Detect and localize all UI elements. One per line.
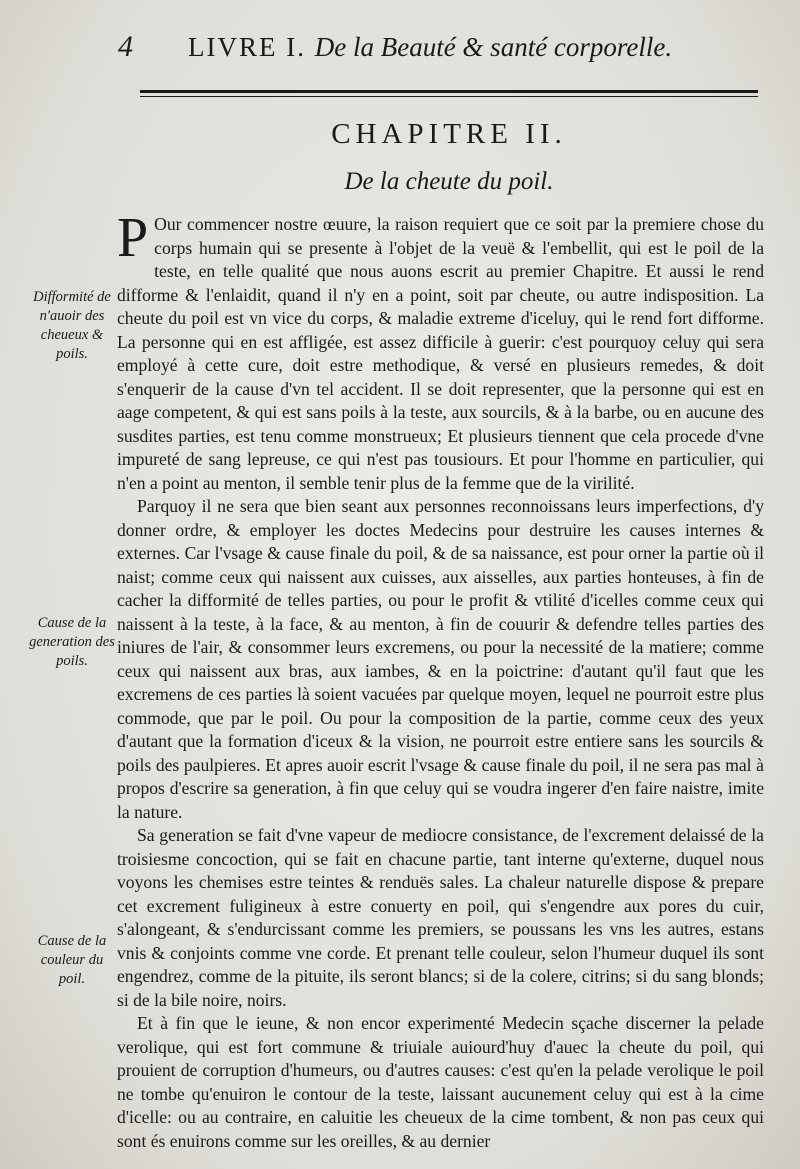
running-title [188,32,672,63]
paragraph-1 [117,207,764,495]
page-number: 4 [118,30,133,63]
margin-note-difformite: Difformité de n'auoir des cheueux & poils. [33,289,111,362]
main-text [117,207,764,1153]
margin-note-generation: Cause de la generation des poils. [29,615,115,669]
paragraph-1-text: Our commencer nostre œuure, la raison requiert que ce soit par la premiere chose du corps humain qui se presente à l'objet de la veuë & l'embellit, qui est le poil de la teste, en telle qualité que nous auons escrit au premier Chapitre. Et aussi le rend difforme & l'enlaidit, quand il n'y en a point, soit par cheute, ou autre indisposition. La cheute du poil est vn vice du corps, & maladie extreme d'iceluy, qui le rend fort difforme. La personne qui en est affligée, est assez difficile à guerir: c'est pourquoy celuy qui sera employé à cette cure, doit estre methodique, & versé en plusieurs remedes, & doit s'enquerir de la cause d'vn tel accident. Il se doit representer, que la personne qui est en aage competent, & qui est sans poils à la teste, aux sourcils, & à la barbe, ou en aucune des susdites parties, est tenu comme monstrueux; Et plusieurs tiennent que cela procede d'vne impureté de sang lepreuse, ce qui n'est pas tousiours. Et pour l'homme en particulier, qui n'en a point au menton, il semble tenir plus de la femme que de la virilité. [117,214,764,493]
paragraph-4: Et à fin que le ieune, & non encor experimenté Medecin sçache discerner la pelade verolique, qui est fort commune & triuiale auiourd'huy d'auec la cheute du poil, qui prouient de corruption d'humeurs, ou d'autres causes: c'est qu'en la pelade verolique le poil ne tombe qu'enuiron le contour de la teste, laissant aucunement celuy qui est à la cime d'icelle: ou au contraire, en caluitie les cheueux de la cime tombent, & non pas ceux qui sont és enuirons comme sur les oreilles, & au dernier [117,1013,764,1151]
margin-note-couleur: Cause de la couleur du poil. [37,933,107,987]
running-header [118,30,745,64]
chapter-title: CHAPITRE II. [331,118,567,150]
running-title-subject: De la Beauté & santé corporelle. [314,32,673,62]
paragraph-2: Parquoy il ne sera que bien seant aux personnes reconnoissans leurs imperfections, d'y donner ordre, & employer les doctes Medecins pour destruire les causes internes & externes. Car l'vsage & cause finale du poil, & de sa naissance, est pour orner la partie où il naist; comme ceux qui naissent aux cuisses, aux aisselles, aux parties honteuses, à fin de cacher la difformité de telles parties, ou pour le profit & vtilité d'icelles comme ceux qui naissent à la teste, à la face, & au menton, à fin de couurir & defendre telles parties des iniures de l'air, & consommer leurs excremens, ou pour la necessité de la matiere; comme ceux qui naissent aux bras, aux iambes, & en la poictrine: d'autant qu'il faut que les excremens de ces parties là soient vacuées par quelque moyen, lequel ne pourroit estre plus commode, que par le poil. Ou pour la composition de la partie, comme ceux des yeux d'autant que la formation d'iceux & la vision, ne pourroit estre entiere sans les sourcils & poils des paulpieres. Et apres auoir escrit l'vsage & cause finale du poil, il ne sera pas mal à propos d'escrire sa generation, à fin que celuy qui se voudra ingerer d'en faire naistre, imite la nature. [117,496,764,822]
paragraph-3: Sa generation se fait d'vne vapeur de mediocre consistance, de l'excrement delaissé de la troisiesme concoction, qui se fait en chacune partie, tant interne qu'externe, duquel nous voyons les chemises estre teintes & renduës sales. La chaleur naturelle dispose & prepare cet excrement fuligineux à estre conuerty en poil, qui s'engendre aux pores du cuir, s'alongeant, & s'endurcissant comme les premiers, se poussans les vns les autres, estans vnis & conjoints comme vne corde. Et prenant telle couleur, selon l'humeur duquel ils sont engendrez, comme de la pituite, ils seront blancs; si de la colere, citrins; si du sang blonds; si de la bile noire, noirs. [117,825,764,1010]
header-rule [140,90,758,97]
drop-cap: P [117,207,149,269]
running-title-livre: LIVRE I. [188,32,306,62]
chapter-subtitle: De la cheute du poil. [344,168,554,195]
